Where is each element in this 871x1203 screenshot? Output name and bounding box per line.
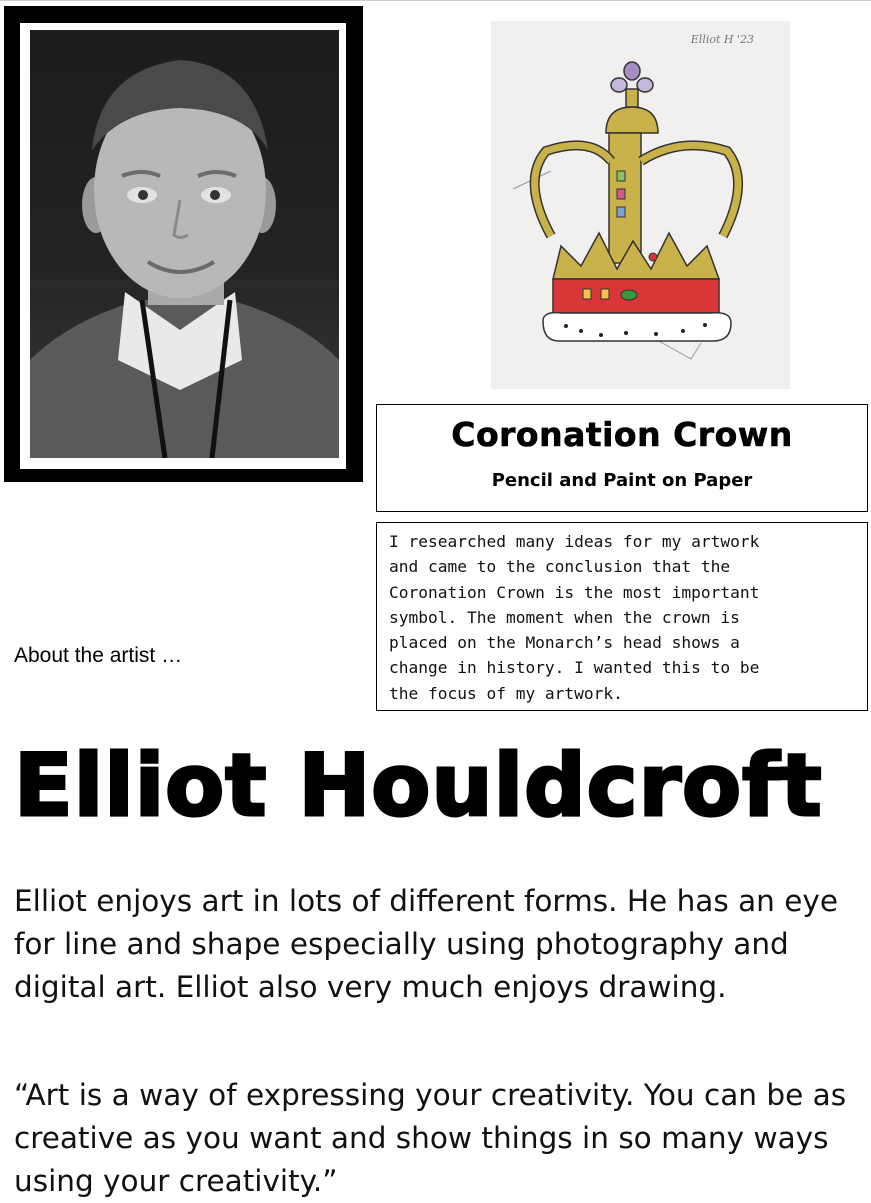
- artwork-title-box: [376, 404, 868, 512]
- artwork-signature: Elliot H '23: [690, 33, 754, 46]
- portrait-frame: [4, 6, 363, 482]
- crown-drawing: [491, 21, 790, 389]
- top-rule: [0, 0, 871, 1]
- artwork-description: I researched many ideas for my artwork and came to the conclusion that the Coronation Crown is the most important symbol. The moment when the crown is placed on the Monarch’s head shows a change in history. I wanted this to be the focus of my artwork.: [376, 522, 868, 711]
- artist-quote: “Art is a way of expressing your creativity. You can be as creative as you want and show things in so many ways using your creativity.”: [14, 1078, 847, 1198]
- artist-portrait-photo: [30, 30, 339, 458]
- artwork-medium: Pencil and Paint on Paper: [491, 470, 753, 491]
- portrait-illustration: [30, 30, 339, 458]
- artist-name: Elliot Houldcroft: [14, 736, 823, 836]
- artwork-image: [491, 21, 790, 389]
- portrait-mat: [20, 23, 346, 469]
- artwork-title: Coronation Crown: [451, 415, 793, 454]
- artist-bio: Elliot enjoys art in lots of different forms. He has an eye for line and shape especially using photography and digital art. Elliot also very much enjoys drawing.: [14, 884, 839, 1004]
- about-artist-label: About the artist …: [14, 644, 183, 667]
